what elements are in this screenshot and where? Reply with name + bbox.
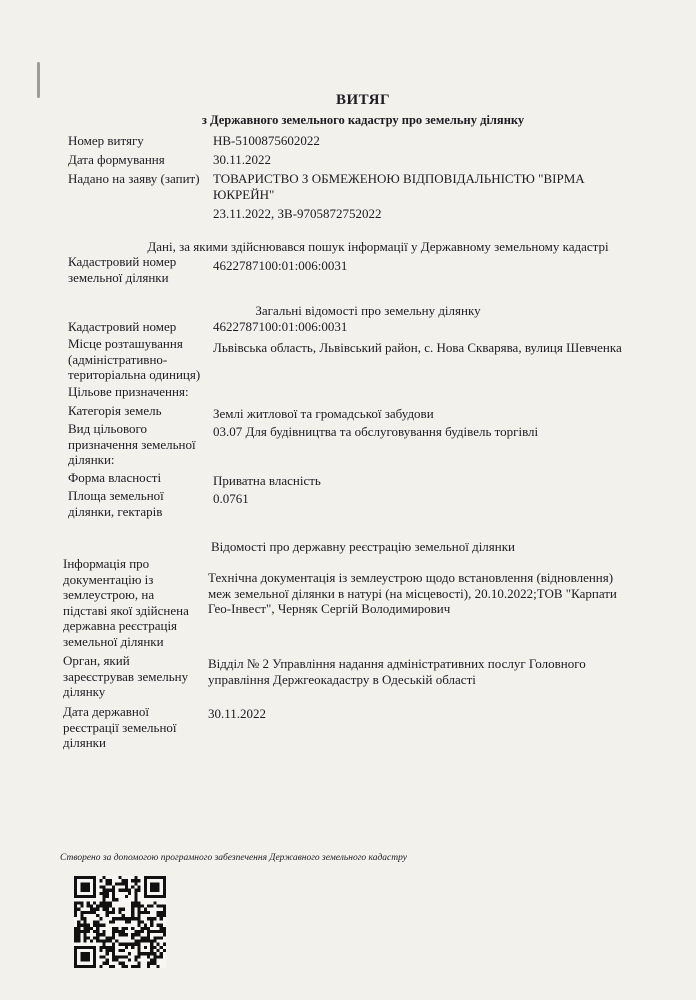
search-cadastral-label: Кадастровий номер земельної ділянки <box>68 254 177 285</box>
formation-date-value: 30.11.2022 <box>213 152 272 167</box>
location-value: Львівська область, Львівський район, с. Нова Скварява, вулиця Шевченка <box>213 340 622 355</box>
document-subtitle: з Державного земельного кадастру про земельну ділянку <box>201 113 525 127</box>
request-value: ТОВАРИСТВО З ОБМЕЖЕНОЮ ВІДПОВІДАЛЬНІСТЮ "ВІРМА ЮКРЕЙН" 23.11.2022, ЗВ-9705872752022 <box>213 171 585 221</box>
footer-note: Створено за допомогою програмного забезпечення Державного земельного кадастру <box>60 853 407 863</box>
documentation-label: Інформація про документацію із землеустрою, на підставі якої здійснена державна реєстрація земельної ділянки <box>63 556 189 649</box>
purpose-type-value: 03.07 Для будівництва та обслуговування будівель торгівлі <box>213 424 539 439</box>
reg-date-label: Дата державної реєстрації земельної ділянки <box>63 704 177 750</box>
category-label: Категорія земель <box>68 403 162 418</box>
extract-number-label: Номер витягу <box>68 133 144 148</box>
area-value: 0.0761 <box>213 491 249 506</box>
documentation-value: Технічна документація із землеустрою щодо встановлення (відновлення) меж земельної ділянки в натурі (на місцевості), 20.10.2022;ТОВ "Карпати Гео-Інвест", Черняк Сергій Володимирович <box>208 570 617 616</box>
extract-number-value: НВ-5100875602022 <box>213 133 320 148</box>
general-cadastral-label: Кадастровий номер <box>68 319 177 334</box>
search-cadastral-value: 4622787100:01:006:0031 <box>213 258 348 273</box>
purpose-type-label: Вид цільового призначення земельної ділянки: <box>68 421 196 467</box>
general-heading: Загальні відомості про земельну ділянку <box>255 303 481 318</box>
registration-heading: Відомості про державну реєстрацію земельної ділянки <box>210 539 516 554</box>
area-label: Площа земельної ділянки, гектарів <box>68 488 164 519</box>
ownership-value: Приватна власність <box>213 473 321 488</box>
location-label: Місце розташування (адміністративно- територіальна одиниця) <box>68 336 201 382</box>
search-heading: Дані, за якими здійснювався пошук інформації у Державному земельному кадастрі <box>147 239 609 254</box>
authority-label: Орган, який зареєстрував земельну ділянку <box>63 653 189 699</box>
request-label: Надано на заяву (запит) <box>68 171 200 186</box>
reg-date-value: 30.11.2022 <box>208 706 267 721</box>
document-title: ВИТЯГ <box>336 92 390 108</box>
qr-code-icon <box>74 876 166 968</box>
formation-date-label: Дата формування <box>68 152 165 167</box>
purpose-label: Цільове призначення: <box>68 384 189 399</box>
general-cadastral-value: 4622787100:01:006:0031 <box>213 319 348 334</box>
ownership-label: Форма власності <box>68 470 162 485</box>
category-value: Землі житлової та громадської забудови <box>213 406 434 421</box>
authority-value: Відділ № 2 Управління надання адміністративних послуг Головного управління Держгеокадастру в Одеській області <box>208 656 586 687</box>
